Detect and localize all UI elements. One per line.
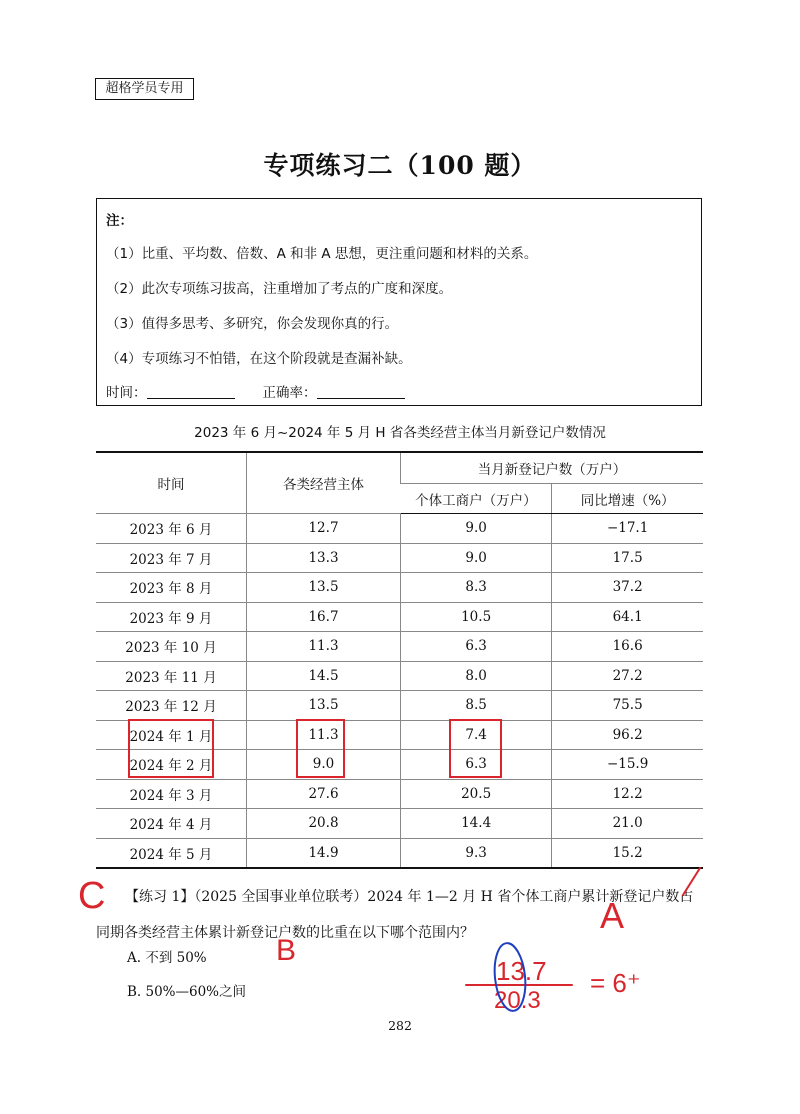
cell-time: 2023 年 11 月 <box>96 661 247 691</box>
cell-individual: 9.0 <box>401 514 552 544</box>
student-only-tag: 超格学员专用 <box>95 78 194 100</box>
cell-time: 2024 年 3 月 <box>96 779 247 809</box>
question-line-2: 同期各类经营主体累计新登记户数的比重在以下哪个范围内？ <box>96 925 474 941</box>
cell-individual: 14.4 <box>401 809 552 839</box>
cell-entities: 11.3 <box>247 720 401 750</box>
cell-individual: 20.5 <box>401 779 552 809</box>
notes-heading: 注： <box>106 213 133 229</box>
header-yoy: 同比增速（%） <box>552 484 703 514</box>
cell-yoy: 12.2 <box>552 779 703 809</box>
rate-label: 正确率： <box>262 385 317 401</box>
cell-individual: 8.5 <box>401 691 552 721</box>
cell-entities: 27.6 <box>247 779 401 809</box>
cell-yoy: 17.5 <box>552 543 703 573</box>
cell-entities: 14.5 <box>247 661 401 691</box>
cell-yoy: 21.0 <box>552 809 703 839</box>
cell-yoy: 96.2 <box>552 720 703 750</box>
cell-time: 2023 年 12 月 <box>96 691 247 721</box>
cell-time: 2023 年 7 月 <box>96 543 247 573</box>
cell-time: 2023 年 6 月 <box>96 514 247 544</box>
cell-time: 2023 年 10 月 <box>96 632 247 662</box>
cell-individual: 8.0 <box>401 661 552 691</box>
cell-entities: 13.5 <box>247 573 401 603</box>
cell-entities: 13.3 <box>247 543 401 573</box>
cell-time: 2024 年 4 月 <box>96 809 247 839</box>
handwritten-letter-a: A <box>600 895 625 936</box>
cell-individual: 7.4 <box>401 720 552 750</box>
cell-entities: 13.5 <box>247 691 401 721</box>
handwritten-slash <box>683 868 700 895</box>
cell-individual: 6.3 <box>401 632 552 662</box>
header-individual: 个体工商户（万户） <box>401 484 552 514</box>
table-caption: 2023 年 6 月~2024 年 5 月 H 省各类经营主体当月新登记户数情况 <box>194 425 606 441</box>
note-item: （1）比重、平均数、倍数、A 和非 A 思想，更注重问题和材料的关系。 <box>106 246 538 262</box>
cell-yoy: 27.2 <box>552 661 703 691</box>
cell-individual: 9.3 <box>401 838 552 868</box>
cell-individual: 8.3 <box>401 573 552 603</box>
question-line-1: 【练习 1】（2025 全国事业单位联考）2024 年 1—2 月 H 省个体工商户累计新登记户数占 <box>125 889 694 905</box>
handwritten-letter-b: B <box>276 934 297 967</box>
cell-time: 2024 年 5 月 <box>96 838 247 868</box>
cell-individual: 10.5 <box>401 602 552 632</box>
header-group: 当月新登记户数（万户） <box>401 452 704 484</box>
header-time: 时间 <box>96 452 247 514</box>
cell-entities: 11.3 <box>247 632 401 662</box>
page-number: 282 <box>388 1018 412 1033</box>
note-item: （3）值得多思考、多研究，你会发现你真的行。 <box>106 316 399 332</box>
cell-time: 2024 年 1 月 <box>96 720 247 750</box>
cell-entities: 12.7 <box>247 514 401 544</box>
cell-yoy: 15.2 <box>552 838 703 868</box>
handwritten-numerator: 13.7 <box>496 956 547 986</box>
time-label: 时间： <box>106 385 147 401</box>
header-entities: 各类经营主体 <box>247 452 401 514</box>
cell-entities: 16.7 <box>247 602 401 632</box>
cell-time: 2023 年 9 月 <box>96 602 247 632</box>
cell-yoy: 37.2 <box>552 573 703 603</box>
cell-entities: 14.9 <box>247 838 401 868</box>
cell-time: 2023 年 8 月 <box>96 573 247 603</box>
cell-yoy: 75.5 <box>552 691 703 721</box>
handwritten-letter-c: C <box>78 875 106 917</box>
handwritten-denominator: 20.3 <box>494 987 541 1014</box>
page-title: 专项练习二（100 题） <box>263 151 537 180</box>
cell-individual: 9.0 <box>401 543 552 573</box>
option-a: A. 不到 50% <box>127 950 207 966</box>
handwritten-result: = 6⁺ <box>590 968 641 998</box>
cell-time: 2024 年 2 月 <box>96 750 247 780</box>
cell-entities: 20.8 <box>247 809 401 839</box>
cell-entities: 9.0 <box>247 750 401 780</box>
cell-yoy: −15.9 <box>552 750 703 780</box>
cell-yoy: 64.1 <box>552 602 703 632</box>
cell-yoy: −17.1 <box>552 514 703 544</box>
cell-individual: 6.3 <box>401 750 552 780</box>
note-item: （4）专项练习不怕错，在这个阶段就是查漏补缺。 <box>106 351 412 367</box>
cell-yoy: 16.6 <box>552 632 703 662</box>
option-b: B. 50%—60%之间 <box>127 984 247 1000</box>
note-item: （2）此次专项练习拔高，注重增加了考点的广度和深度。 <box>106 281 453 297</box>
